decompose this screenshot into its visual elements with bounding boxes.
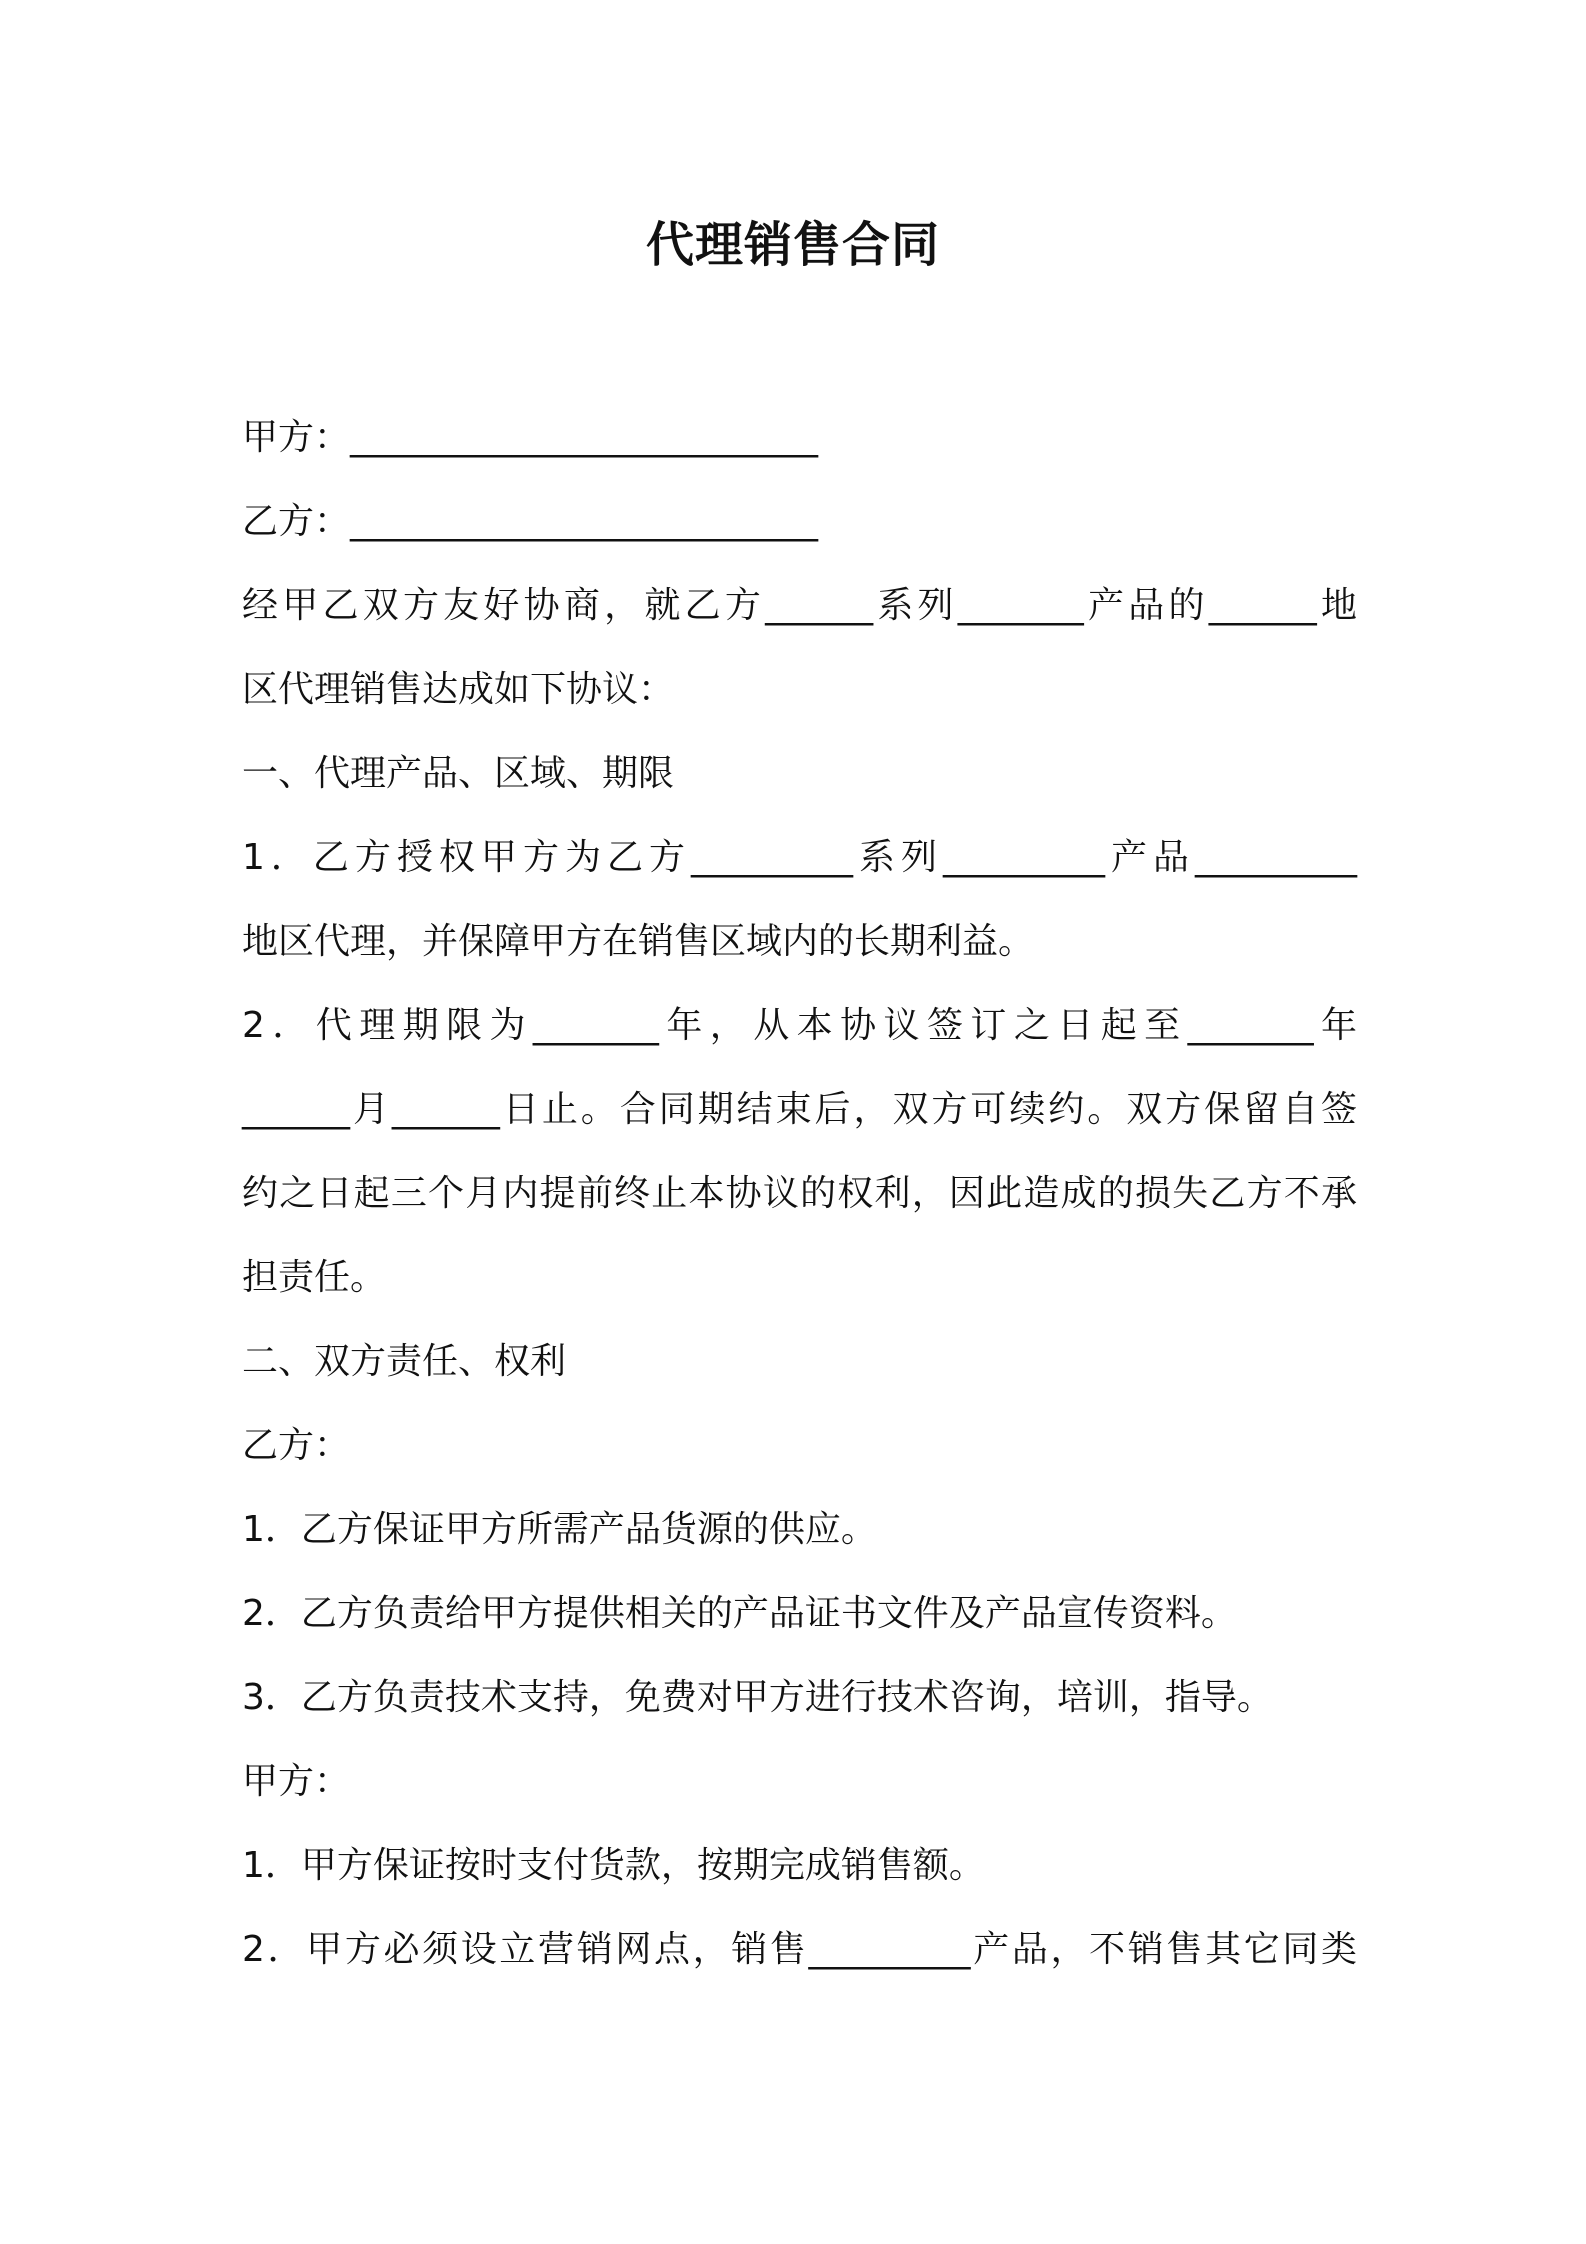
intro-line-1: 经甲乙双方友好协商，就乙方______系列_______产品的______地 bbox=[242, 585, 1357, 626]
document-title: 代理销售合同 bbox=[645, 217, 940, 273]
section-1-heading: 一、代理产品、区域、期限 bbox=[242, 753, 675, 794]
party-b-duty-3: 3．乙方负责技术支持，免费对甲方进行技术咨询，培训，指导。 bbox=[242, 1677, 1273, 1718]
clause-1-2-line-3: 约之日起三个月内提前终止本协议的权利，因此造成的损失乙方不承 bbox=[242, 1173, 1357, 1214]
party-a-duty-2: 2．甲方必须设立营销网点，销售_________产品，不销售其它同类 bbox=[242, 1929, 1357, 1970]
clause-1-2-line-2: ______月______日止。合同期结束后，双方可续约。双方保留自签 bbox=[242, 1089, 1357, 1130]
party-b-duty-2: 2．乙方负责给甲方提供相关的产品证书文件及产品宣传资料。 bbox=[242, 1593, 1237, 1634]
party-a-duties-label: 甲方： bbox=[242, 1761, 351, 1802]
clause-1-1-line-1: 1．乙方授权甲方为乙方_________系列_________产品_________ bbox=[242, 837, 1357, 878]
clause-1-1-line-2: 地区代理，并保障甲方在销售区域内的长期利益。 bbox=[242, 921, 1035, 962]
party-b-duties-label: 乙方： bbox=[242, 1425, 351, 1466]
party-a-duty-1: 1．甲方保证按时支付货款，按期完成销售额。 bbox=[242, 1845, 985, 1886]
party-b-line: 乙方：__________________________ bbox=[242, 501, 819, 542]
party-a-line: 甲方：__________________________ bbox=[242, 417, 819, 458]
clause-1-2-line-4: 担责任。 bbox=[242, 1257, 387, 1298]
section-2-heading: 二、双方责任、权利 bbox=[242, 1341, 567, 1382]
party-b-duty-1: 1．乙方保证甲方所需产品货源的供应。 bbox=[242, 1509, 877, 1550]
intro-line-2: 区代理销售达成如下协议： bbox=[242, 669, 675, 710]
clause-1-2-line-1: 2．代理期限为_______年，从本协议签订之日起至_______年 bbox=[242, 1005, 1357, 1046]
